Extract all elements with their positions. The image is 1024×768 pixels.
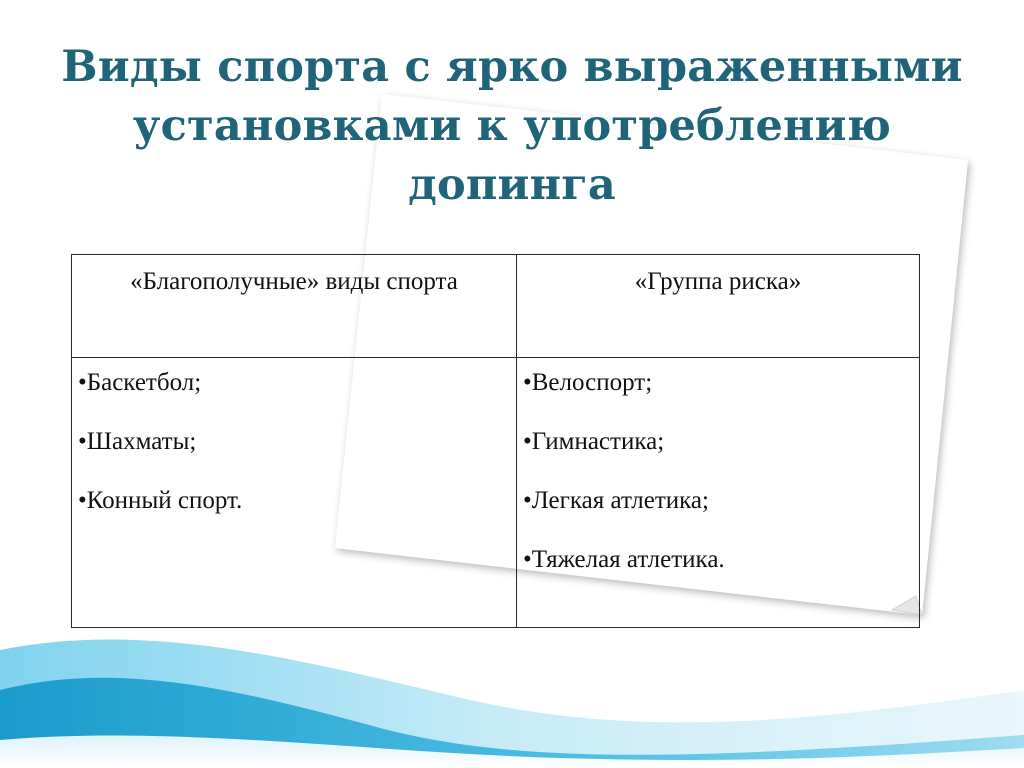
page-title (40, 38, 984, 215)
risk-group-cell (517, 358, 920, 628)
list-item: •Тяжелая атлетика. (523, 546, 725, 573)
list-item: •Конный спорт. (78, 487, 243, 514)
header-risk-group: «Группа риска» (517, 255, 920, 358)
table-row (72, 358, 920, 628)
list-item: •Баскетбол; (78, 369, 202, 396)
title-line: установками к употреблению (132, 101, 892, 151)
comparison-table (71, 254, 920, 628)
title-line: допинга (408, 160, 616, 210)
list-item: •Гимнастика; (523, 428, 665, 455)
table-header-row (72, 255, 920, 358)
title-line: Виды спорта с ярко выраженными (61, 42, 963, 92)
list-item: •Велоспорт; (523, 369, 653, 396)
header-safe-sports: «Благополучные» виды спорта (72, 255, 517, 358)
list-item: •Легкая атлетика; (523, 487, 709, 514)
list-item: •Шахматы; (78, 428, 197, 455)
safe-sports-cell (72, 358, 517, 628)
